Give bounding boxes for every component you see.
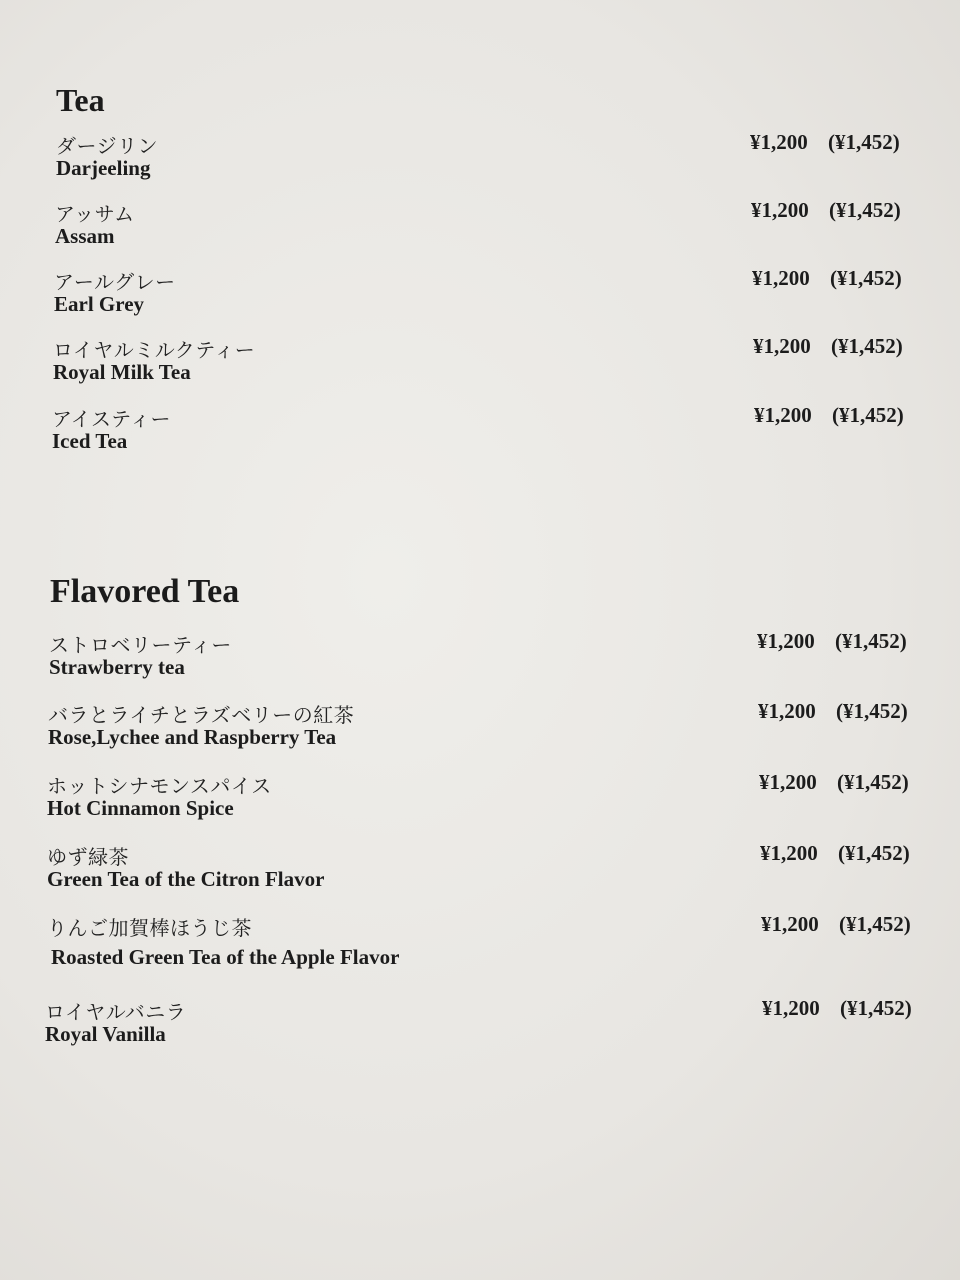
item-price: ¥1,200 <box>754 403 812 427</box>
item-name-en: Earl Grey <box>54 292 145 316</box>
item-name-ja: アイスティー <box>52 407 171 431</box>
item-price: ¥1,200 <box>760 841 818 865</box>
item-price-with-tax: (¥1,452) <box>840 996 912 1020</box>
item-name-en: Royal Vanilla <box>45 1022 166 1046</box>
item-name-ja: ホットシナモンスパイス <box>47 774 272 798</box>
item-name-en: Rose,Lychee and Raspberry Tea <box>48 725 337 749</box>
item-price: ¥1,200 <box>751 198 809 222</box>
menu-item-royal-milk-tea <box>53 334 953 394</box>
item-price: ¥1,200 <box>750 130 808 154</box>
menu-item-citron-green-tea <box>47 841 947 901</box>
item-name-ja: ストロベリーティー <box>49 633 232 657</box>
item-name-ja: アールグレー <box>54 270 176 294</box>
item-name-ja: りんご加賀棒ほうじ茶 <box>47 916 252 940</box>
item-name-en: Iced Tea <box>52 429 128 453</box>
menu-item-strawberry-tea <box>49 629 949 689</box>
menu-item-earl-grey <box>54 266 954 326</box>
item-name-ja: ロイヤルバニラ <box>45 1000 187 1024</box>
item-price-with-tax: (¥1,452) <box>835 629 907 653</box>
item-name-en: Darjeeling <box>56 156 151 180</box>
item-price: ¥1,200 <box>762 996 820 1020</box>
item-name-ja: バラとライチとラズベリーの紅茶 <box>48 703 355 727</box>
item-name-en: Assam <box>55 224 115 248</box>
menu-item-darjeeling <box>56 130 956 190</box>
item-price-with-tax: (¥1,452) <box>836 699 908 723</box>
item-name-ja: ゆず緑茶 <box>47 845 129 869</box>
menu-item-assam <box>55 198 955 258</box>
menu-item-royal-vanilla <box>45 996 945 1056</box>
item-price: ¥1,200 <box>758 699 816 723</box>
menu-item-apple-roasted-green-tea <box>47 912 947 972</box>
item-price-with-tax: (¥1,452) <box>832 403 904 427</box>
item-price-with-tax: (¥1,452) <box>830 266 902 290</box>
item-price: ¥1,200 <box>757 629 815 653</box>
section-title-tea: Tea <box>56 82 105 118</box>
item-price: ¥1,200 <box>753 334 811 358</box>
item-name-ja: アッサム <box>55 202 135 226</box>
item-price: ¥1,200 <box>761 912 819 936</box>
item-price-with-tax: (¥1,452) <box>828 130 900 154</box>
item-name-en: Hot Cinnamon Spice <box>47 796 234 820</box>
item-name-en: Green Tea of the Citron Flavor <box>47 867 325 891</box>
item-price-with-tax: (¥1,452) <box>838 841 910 865</box>
item-price-with-tax: (¥1,452) <box>839 912 911 936</box>
item-price-with-tax: (¥1,452) <box>831 334 903 358</box>
item-name-ja: ダージリン <box>56 134 159 158</box>
item-name-en: Roasted Green Tea of the Apple Flavor <box>51 945 400 969</box>
item-name-ja: ロイヤルミルクティー <box>53 338 256 362</box>
menu-item-rose-lychee-raspberry <box>48 699 948 759</box>
item-price: ¥1,200 <box>759 770 817 794</box>
item-price-with-tax: (¥1,452) <box>837 770 909 794</box>
section-title-flavored-tea: Flavored Tea <box>50 573 240 610</box>
item-price-with-tax: (¥1,452) <box>829 198 901 222</box>
menu-item-hot-cinnamon-spice <box>47 770 947 830</box>
item-price: ¥1,200 <box>752 266 810 290</box>
item-name-en: Strawberry tea <box>49 655 185 679</box>
menu-item-iced-tea <box>52 403 952 463</box>
item-name-en: Royal Milk Tea <box>53 360 191 384</box>
